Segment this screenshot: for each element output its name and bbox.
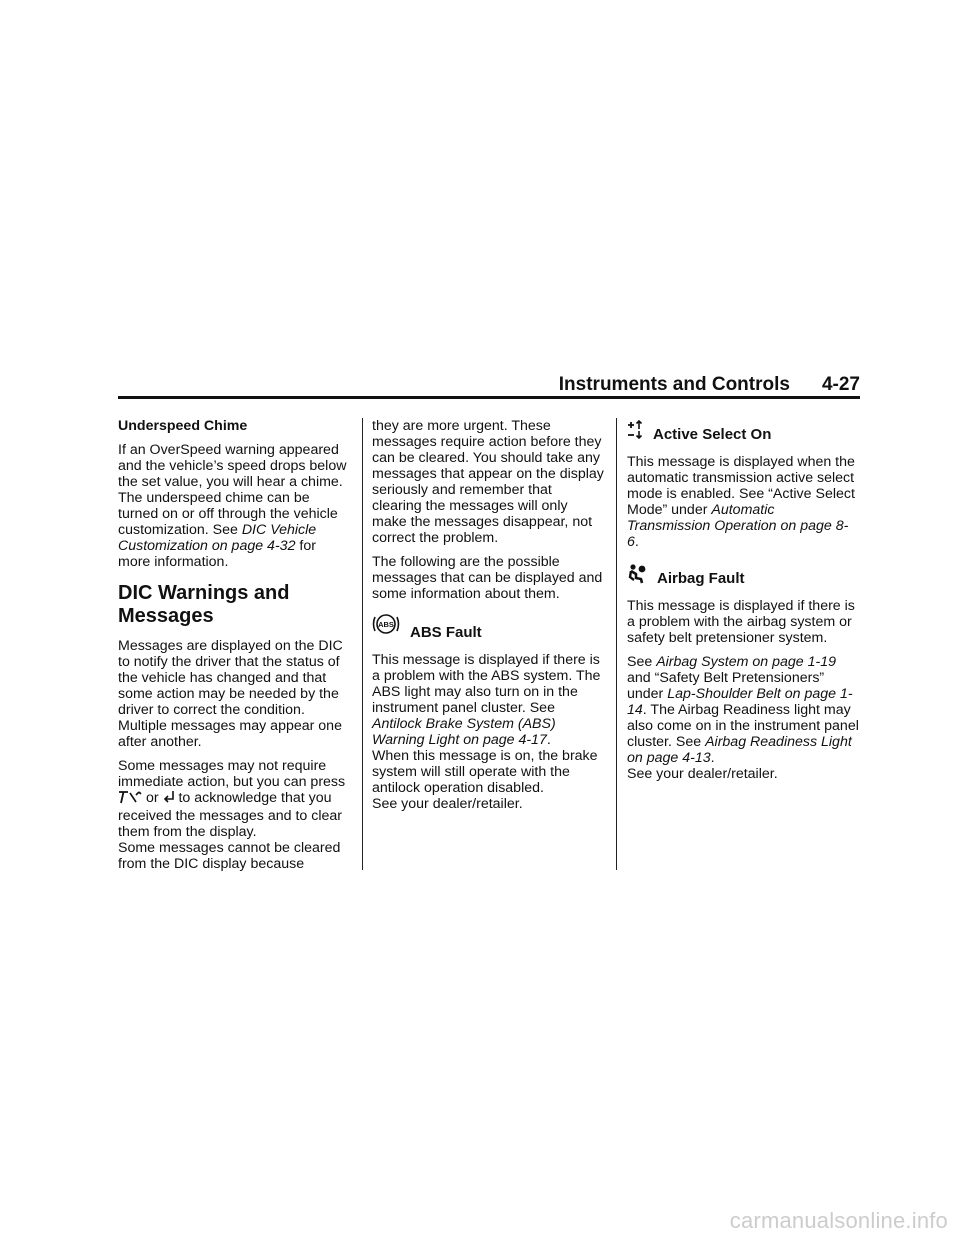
ack-or: or (145, 790, 159, 806)
airbag-fault-paragraph: This message is displayed if there is a problem with the airbag system or safety belt pretensioner system. (627, 598, 855, 646)
ack-tail: Some messages cannot be cleared from the DIC display because (118, 840, 341, 872)
abs-text2: . (546, 732, 551, 748)
column-3 (627, 418, 859, 790)
column-divider-1 (362, 418, 363, 870)
airbag-mid2: . The Airbag Readiness light may also come on in the instrument panel cluster. See (627, 702, 859, 750)
airbag-tail: See your dealer/retailer. (627, 766, 778, 782)
xref-abs-warning-light[interactable]: Antilock Brake System (ABS) Warning Light on page 4-17 (372, 716, 556, 748)
page-number: 4-27 (821, 374, 860, 395)
messages-paragraph: Messages are displayed on the DIC to notify the driver that the status of the vehicle has changed and that some action may be needed by the driver to correct the condition. Multiple messages may appear one after another. (118, 638, 343, 750)
airbag-fault-label: Airbag Fault (657, 570, 745, 587)
abs-text: This message is displayed if there is a problem with the ABS system. The ABS light may also turn on in the instrument panel cluster. See (372, 652, 601, 716)
active-select-icon (627, 420, 643, 444)
xref-airbag-readiness-light[interactable]: Airbag Readiness Light on page 4-13 (627, 734, 852, 766)
underspeed-text: If an OverSpeed warning appeared and the vehicle’s speed drops below the set value, you will hear a chime. The underspeed chime can be turned on or off through the vehicle customization. See (118, 442, 347, 538)
column-divider-2 (616, 418, 617, 870)
ack-mid: to acknowledge that you received the messages and to clear them from the display. (118, 790, 342, 840)
xref-airbag-system[interactable]: Airbag System on page 1-19 (656, 654, 837, 670)
airbag-mid1: and “Safety Belt Pretensioners” under (627, 670, 825, 702)
abs-text4: See your dealer/retailer. (372, 796, 523, 812)
airbag-see-paragraph (627, 654, 859, 782)
column-1 (118, 418, 350, 880)
page-header (118, 370, 860, 396)
enter-arrow-icon (163, 790, 175, 808)
column-2 (372, 418, 604, 820)
trip-odometer-icon (118, 790, 142, 808)
active-text: This message is displayed when the automatic transmission active select mode is enabled. See “Active Select Mode” under (627, 454, 855, 518)
xref-lap-shoulder-belt[interactable]: Lap-Shoulder Belt on page 1-14 (627, 686, 853, 718)
watermark: carmanualsonline.info (729, 1208, 948, 1233)
underspeed-tail: for more information. (118, 538, 316, 570)
active-tail: . (634, 534, 639, 550)
xref-automatic-transmission[interactable]: Automatic Transmission Operation on page 8-6 (627, 502, 849, 550)
chapter-title: Instruments and Controls (558, 374, 790, 395)
xref-dic-vehicle-customization[interactable]: DIC Vehicle Customization on page 4-32 (118, 522, 317, 554)
airbag-mid3: . (710, 750, 715, 766)
active-select-label: Active Select On (653, 426, 772, 443)
ack-lead: Some messages may not require immediate action, but you can press (118, 758, 346, 790)
airbag-icon (627, 564, 647, 588)
underspeed-chime-paragraph (118, 442, 350, 570)
active-select-paragraph (627, 454, 859, 550)
section-title-dic-warnings: DIC Warnings and Messages (118, 582, 290, 627)
airbag-see: See (627, 654, 657, 670)
abs-text3: When this message is on, the brake system will still operate with the antilock operation disabled. (372, 748, 598, 796)
active-select-heading (627, 420, 859, 444)
abs-fault-heading (372, 610, 604, 642)
underspeed-chime-heading: Underspeed Chime (118, 418, 248, 434)
acknowledge-paragraph (118, 758, 350, 872)
abs-fault-label: ABS Fault (410, 624, 482, 641)
continued-paragraph: they are more urgent. These messages require action before they can be cleared. You should take any messages that appear on the display seriously and remember that clearing the messages will only make the messages disappear, not correct the problem. (372, 418, 604, 546)
abs-warning-icon (372, 610, 400, 642)
header-rule (118, 396, 860, 399)
abs-icon-text: ABS (378, 620, 394, 629)
possible-messages-paragraph: The following are the possible messages that can be displayed and some information about them. (372, 554, 603, 602)
abs-fault-paragraph (372, 652, 604, 812)
airbag-fault-heading (627, 564, 859, 588)
